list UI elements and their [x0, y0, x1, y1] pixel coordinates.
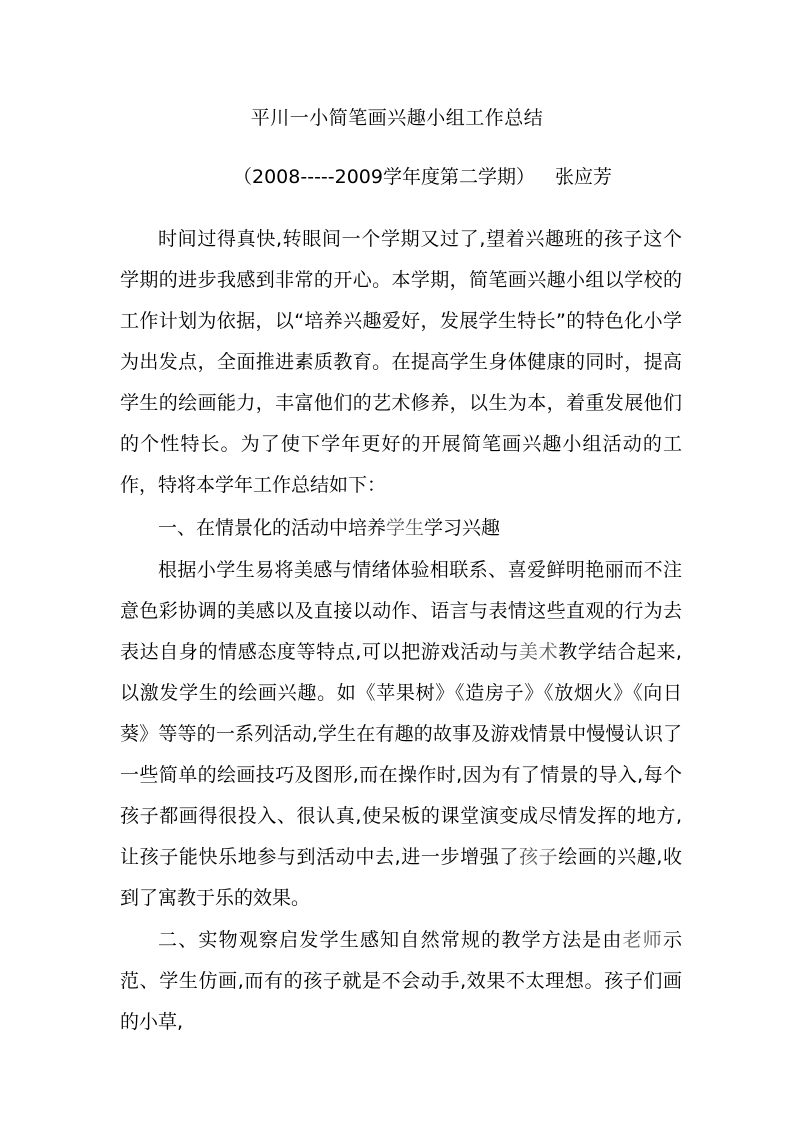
section-heading-1 [158, 512, 500, 544]
section-1-text-c: 绘画的兴趣,收到了寓教于乐的效果。 [120, 846, 682, 909]
intro-paragraph: 时间过得真快,转眼间一个学期又过了,望着兴趣班的孩子这个学期的进步我感到非常的开心。本学期，简笔画兴趣小组以学校的工作计划为依据，以“培养兴趣爱好，发展学生特长”的特色化小学为出发点，全面推进素质教育。在提高学生身体健康的同时，提高学生的绘画能力，丰富他们的艺术修养，以生为本，着重发展他们的个性特长。为了使下学年更好的开展简笔画兴趣小组活动的工作，特将本学年工作总结如下： [120, 228, 682, 496]
section-heading-1-text-a: 一、在情景化的活动中培养 [158, 517, 387, 539]
document-subtitle [233, 163, 612, 191]
section-1-highlight-child: 孩子 [519, 846, 559, 868]
section-2-highlight-teacher: 老师 [622, 929, 663, 951]
school-year-period: （2008-----2009学年度第二学期） [233, 166, 535, 188]
section-1-highlight-art: 美术 [519, 641, 559, 663]
section-2-text-a: 二、实物观察启发学生感知自然常规的教学方法是由 [158, 929, 623, 951]
author-name: 张应芳 [555, 166, 613, 188]
section-heading-1-highlight: 学生 [386, 517, 425, 539]
section-1-text-b: 教学结合起来,以激发学生的绘画兴趣。如《苹果树》《造房子》《放烟火》《向日葵》等等的一系列活动,学生在有趣的故事及游戏情景中慢慢认识了一些简单的绘画技巧及图形,而在操作时,因为有了情景的导入,每个孩子都画得很投入、很认真,使呆板的课堂演变成尽情发挥的地方,让孩子能快乐地参与到活动中去,进一步增强了 [120, 641, 682, 868]
section-1-text-a: 根据小学生易将美感与情绪体验相联系、喜爱鲜明艳丽而不注意色彩协调的美感以及直接以动作、语言与表情这些直观的行为去表达自身的情感态度等特点,可以把游戏活动与 [120, 559, 682, 663]
section-heading-1-text-b: 学习兴趣 [424, 517, 501, 539]
section-2-text-b: 示范、学生仿画,而有的孩子就是不会动手,效果不太理想。孩子们画的小草, [120, 929, 682, 1033]
section-2-paragraph [120, 920, 682, 1043]
section-1-paragraph [120, 550, 682, 919]
document-title: 平川一小简笔画兴趣小组工作总结 [250, 107, 544, 129]
